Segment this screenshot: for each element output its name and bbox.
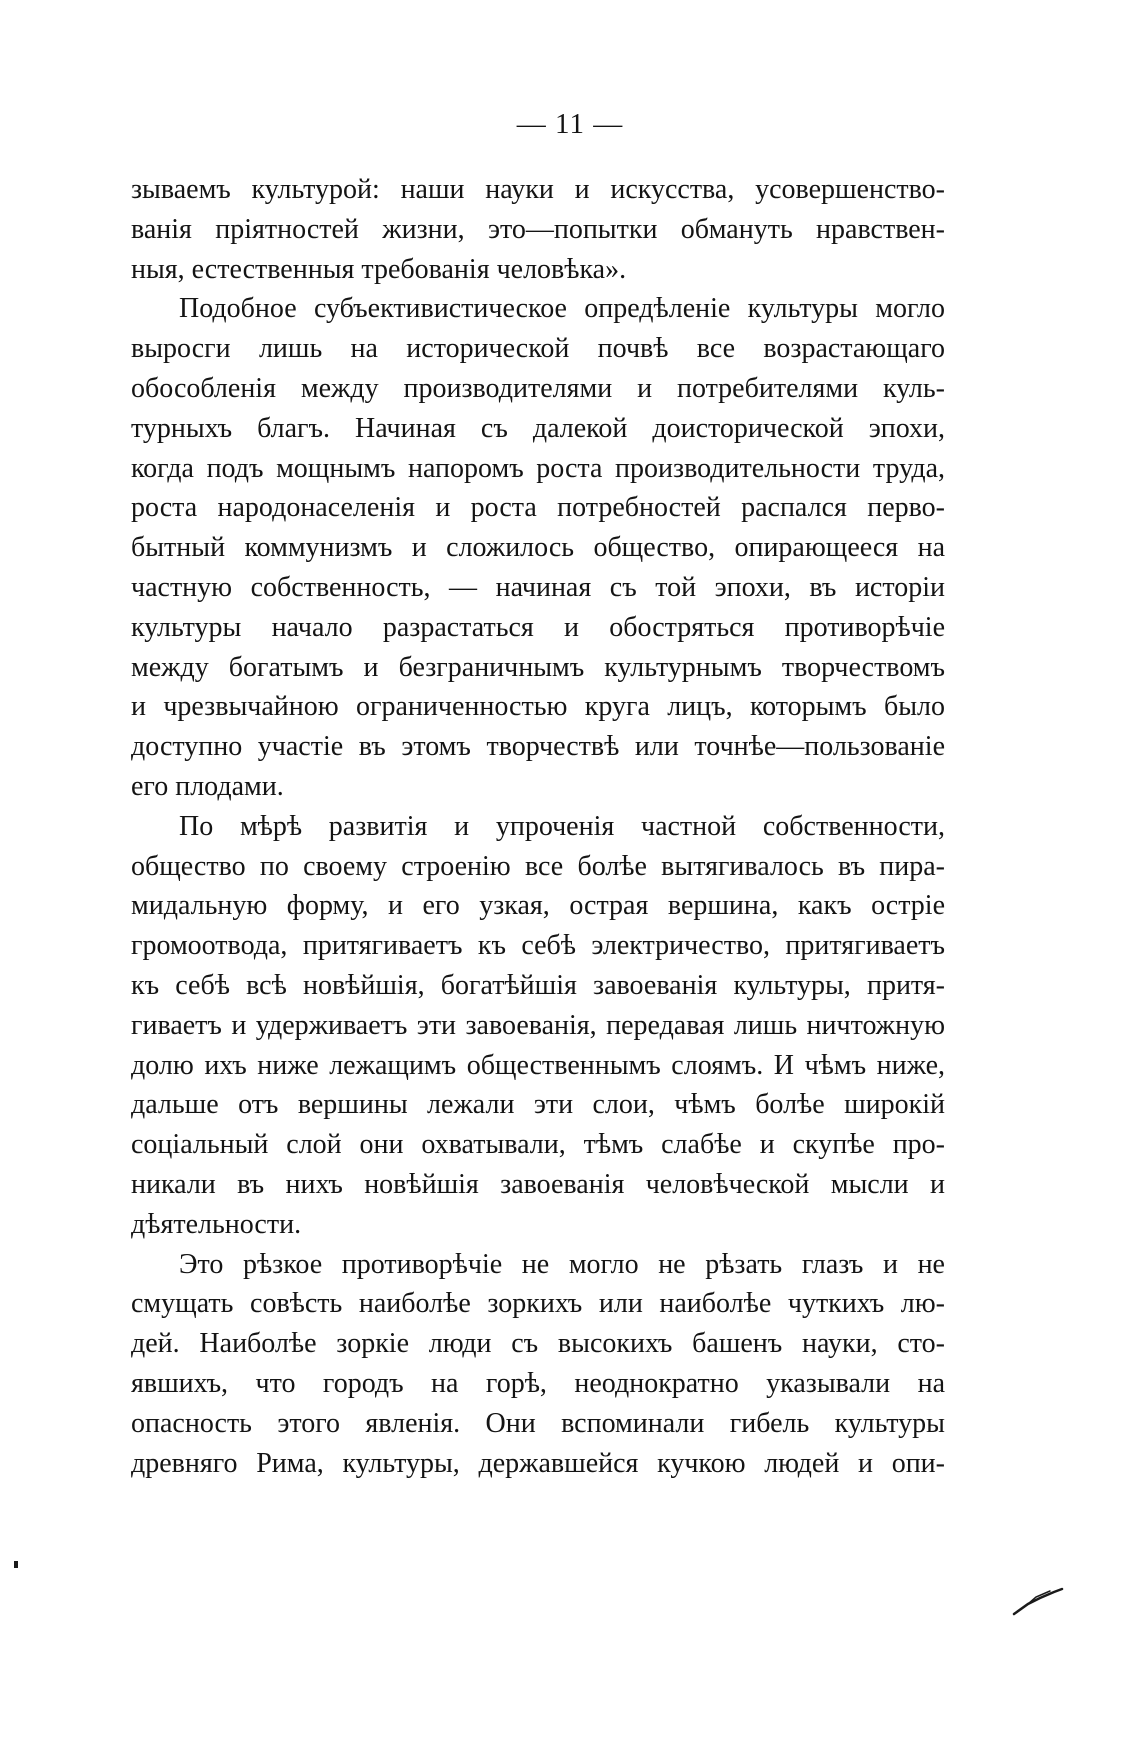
text-line: никали въ нихъ новѣйшія завоеванія человѣческой мысли и	[131, 1168, 945, 1200]
text-line: Это рѣзкое противорѣчіе не могло не рѣзать глазъ и не	[179, 1248, 945, 1280]
paragraph	[131, 289, 945, 806]
text-line: ванія пріятностей жизни, это—попытки обмануть нравствен-	[131, 213, 945, 245]
paragraph	[131, 170, 945, 289]
text-line: частную собственность, — начиная съ той эпохи, въ исторіи	[131, 571, 945, 603]
text-line: опасность этого явленія. Они вспоминали гибель культуры	[131, 1407, 945, 1439]
text-line: роста народонаселенія и роста потребностей распался перво-	[131, 492, 945, 524]
body-text	[131, 170, 945, 1483]
text-line: культуры начало разрастаться и обостряться противорѣчіе	[131, 611, 945, 643]
paragraph	[131, 807, 945, 1245]
text-line: когда подъ мощнымъ напоромъ роста производительности труда,	[131, 452, 945, 484]
text-line: между богатымъ и безграничнымъ культурнымъ творчествомъ	[131, 651, 945, 683]
scan-speck	[14, 1561, 18, 1568]
text-line: гиваетъ и удерживаетъ эти завоеванія, передавая лишь ничтожную	[131, 1009, 945, 1041]
text-line: громоотвода, притягиваетъ къ себѣ электричество, притягиваетъ	[131, 930, 945, 962]
text-line: обособленія между производителями и потребителями куль-	[131, 372, 945, 404]
text-line: дей. Наиболѣе зоркіе люди съ высокихъ башенъ науки, сто-	[131, 1328, 945, 1360]
text-line: соціальный слой они охватывали, тѣмъ слабѣе и скупѣе про-	[131, 1129, 945, 1161]
text-line: турныхъ благъ. Начиная съ далекой доисторической эпохи,	[131, 412, 945, 444]
text-line: древняго Рима, культуры, державшейся кучкою людей и опи-	[131, 1447, 945, 1479]
text-line: мидальную форму, и его узкая, острая вершина, какъ остріе	[131, 890, 945, 922]
text-line: выросги лишь на исторической почвѣ все возрастающаго	[131, 333, 945, 365]
text-line: Подобное субъективистическое опредѣленіе культуры могло	[179, 293, 945, 325]
text-line: ныя, естественныя требованія человѣка».	[131, 253, 627, 285]
text-line: смущать совѣсть наиболѣе зоркихъ или наиболѣе чуткихъ лю-	[131, 1288, 945, 1320]
text-line: и чрезвычайною ограниченностью круга лицъ, которымъ было	[131, 691, 945, 723]
text-line: его плодами.	[131, 770, 284, 802]
text-line: долю ихъ ниже лежащимъ общественнымъ слоямъ. И чѣмъ ниже,	[131, 1049, 945, 1081]
text-line: доступно участіе въ этомъ творчествѣ или точнѣе—пользованіе	[131, 731, 945, 763]
text-line: общество по своему строенію все болѣе вытягивалось въ пира-	[131, 850, 945, 882]
text-line: зываемъ культурой: наши науки и искусства, усовершенство-	[131, 174, 945, 205]
text-line: По мѣрѣ развитія и упроченія частной собственности,	[179, 810, 945, 842]
paragraph	[131, 1245, 945, 1484]
text-line: къ себѣ всѣ новѣйшія, богатѣйшія завоеванія культуры, притя-	[131, 969, 945, 1001]
page-number: — 11 —	[516, 108, 624, 140]
text-line: дальше отъ вершины лежали эти слои, чѣмъ болѣе широкій	[131, 1089, 945, 1121]
text-line: дѣятельности.	[131, 1208, 302, 1240]
pen-stroke-mark	[1010, 1580, 1070, 1620]
text-line: явшихъ, что городъ на горѣ, неоднократно указывали на	[131, 1367, 945, 1399]
text-line: бытный коммунизмъ и сложилось общество, опирающееся на	[131, 532, 945, 564]
